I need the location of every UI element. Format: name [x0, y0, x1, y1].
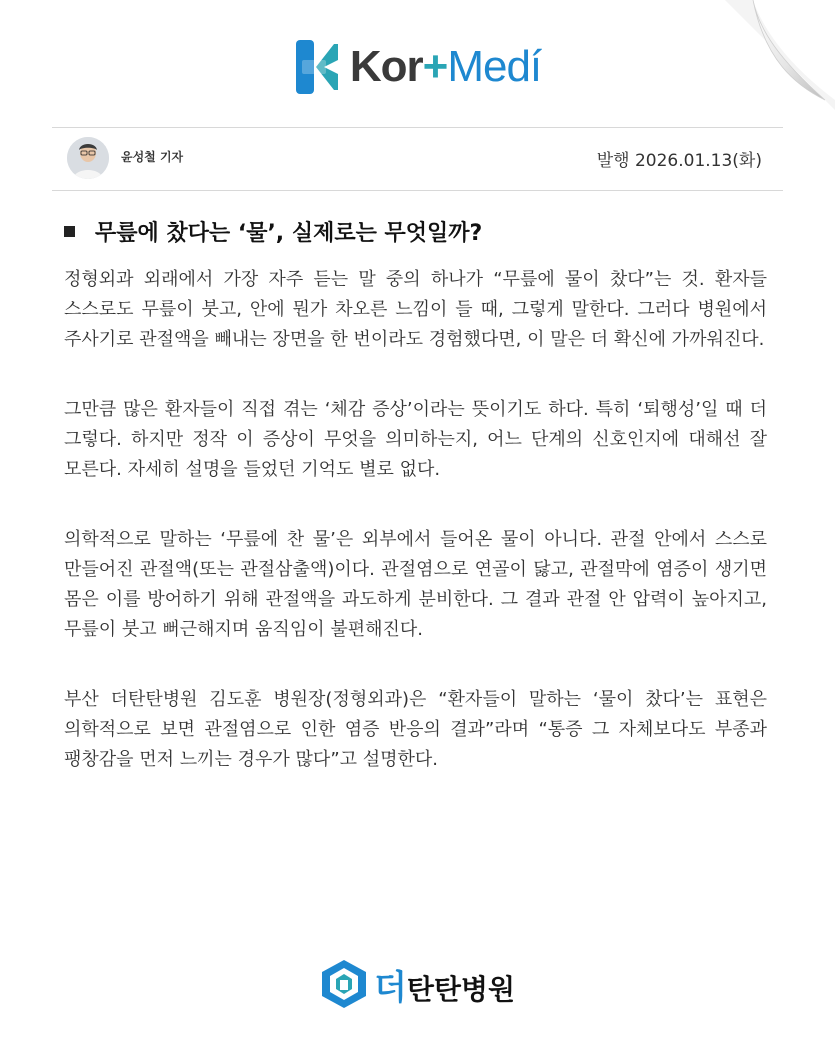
hospital-name [374, 960, 515, 1009]
square-bullet-icon [64, 226, 75, 237]
brand-plus: + [422, 42, 448, 91]
article-headline: 무릎에 찼다는 ‘물’, 실제로는 무엇일까? [95, 221, 483, 246]
article-paragraph: 정형외과 외래에서 가장 자주 듣는 말 중의 하나가 “무릎에 물이 찼다”는 것. 환자들 스스로도 무릎이 붓고, 안에 뭔가 차오른 느낌이 들 때, 그렇게 말한다. 그러다 병원에서 주사기로 관절액을 빼내는 장면을 한 번이라도 경험했다면, 이 말은 더 확신에 가까워진다. [64, 269, 767, 350]
reporter-name: 윤성철 기자 [121, 150, 184, 164]
divider-bottom [52, 190, 783, 191]
kormedi-logo-icon [294, 38, 338, 96]
brand-kor: Kor [349, 42, 423, 91]
hospital-logo [0, 958, 835, 1010]
hospital-logo-icon [320, 958, 368, 1010]
brand-logo [0, 38, 835, 96]
article-body [64, 265, 767, 815]
headline-row [64, 216, 482, 247]
brand-wordmark [350, 38, 541, 96]
article-paragraph: 부산 더탄탄병원 김도훈 병원장(정형외과)은 “환자들이 말하는 ‘물이 찼다’는 표현은 의학적으로 보면 관절염으로 인한 염증 반응의 결과”라며 “통증 그 자체보다도 부종과 팽창감을 먼저 느끼는 경우가 많다”고 설명한다. [64, 689, 767, 770]
reporter-avatar [67, 137, 109, 179]
hospital-name-rest: 탄탄병원 [406, 972, 516, 1006]
publish-date: 발행 2026.01.13(화) [596, 151, 762, 171]
article-paragraph: 의학적으로 말하는 ‘무릎에 찬 물’은 외부에서 들어온 물이 아니다. 관절 안에서 스스로 만들어진 관절액(또는 관절삼출액)이다. 관절염으로 연골이 닳고, 관절막에 염증이 생기면 몸은 이를 방어하기 위해 관절액을 과도하게 분비한다. 그 결과 관절 안 압력이 높아지고, 무릎이 붓고 뻐근해지며 움직임이 불편해진다. [64, 529, 767, 640]
brand-medi: Medí [447, 42, 542, 91]
article-paragraph: 그만큼 많은 환자들이 직접 겪는 ‘체감 증상’이라는 뜻이기도 하다. 특히 ‘퇴행성’일 때 더 그렇다. 하지만 정작 이 증상이 무엇을 의미하는지, 어느 단계의 신호인지에 대해선 잘 모른다. 자세히 설명을 들었던 기억도 별로 없다. [64, 399, 767, 480]
hospital-name-prefix: 더 [373, 967, 407, 1008]
divider-top [52, 127, 783, 128]
